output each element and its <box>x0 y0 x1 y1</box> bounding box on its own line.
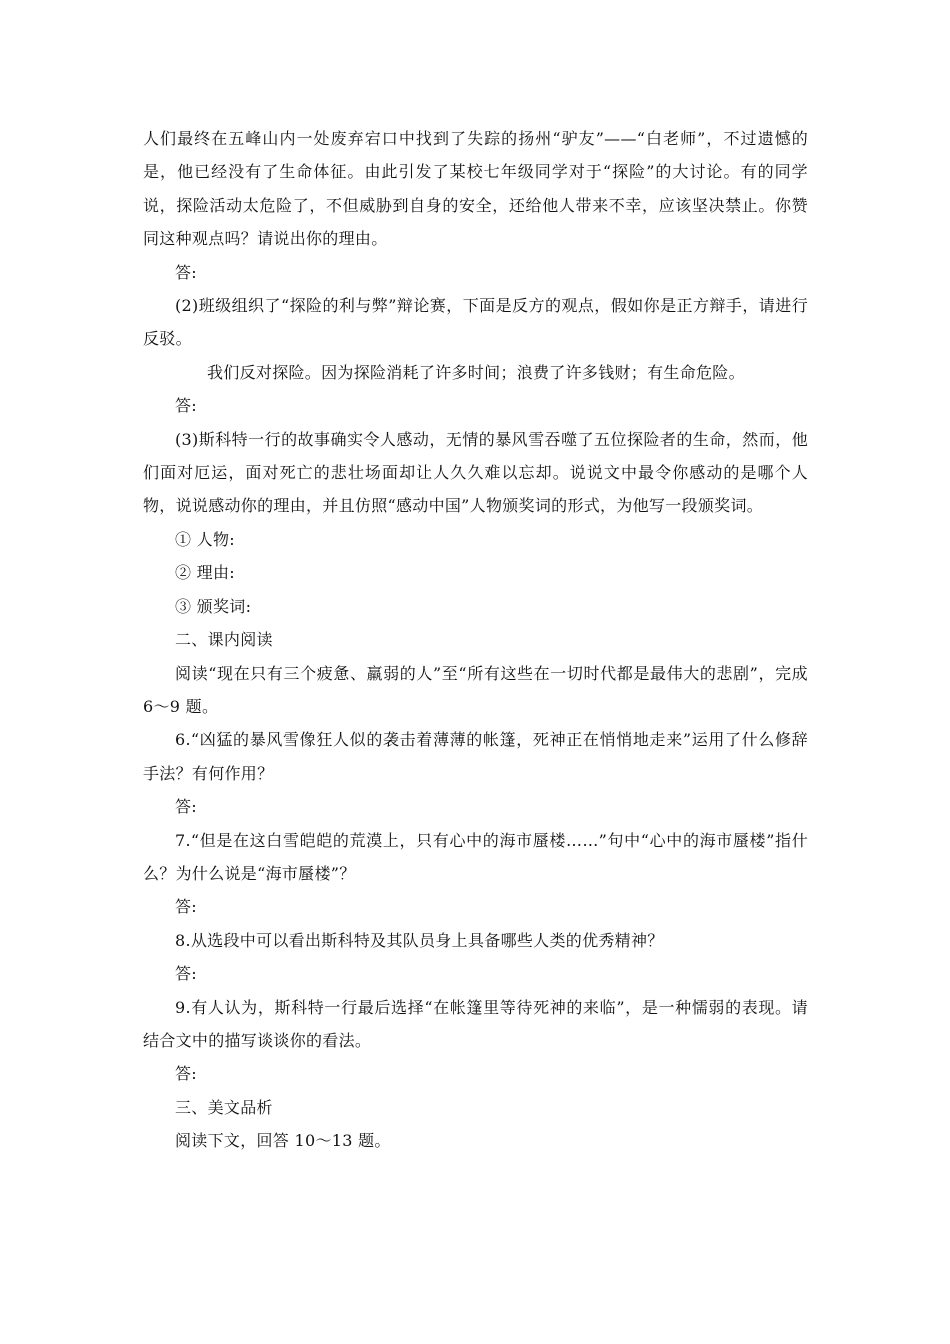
question-3: (3)斯科特一行的故事确实令人感动，无情的暴风雪吞噬了五位探险者的生命，然而，他们面对厄运，面对死亡的悲壮场面却让人久久难以忘却。说说文中最令你感动的是哪个人物，说说感动你的理由，并且仿照“感动中国”人物颁奖词的形式，为他写一段颁奖词。 <box>143 429 808 516</box>
answer-line: 答: <box>175 1064 197 1084</box>
question-9: 9.有人认为，斯科特一行最后选择“在帐篷里等待死神的来临”，是一种懦弱的表现。请结合文中的描写谈谈你的看法。 <box>143 997 808 1050</box>
question-6: 6.“凶猛的暴风雪像狂人似的袭击着薄薄的帐篷，死神正在悄悄地走来”运用了什么修辞手法？有何作用？ <box>143 730 808 783</box>
document-body <box>143 122 808 1158</box>
answer-line: 答: <box>175 262 197 282</box>
question-2: (2)班级组织了“探险的利与弊”辩论赛，下面是反方的观点，假如你是正方辩手，请进行反驳。 <box>143 296 808 349</box>
question-8: 8.从选段中可以看出斯科特及其队员身上具备哪些人类的优秀精神？ <box>175 930 664 950</box>
section-heading-2: 二、课内阅读 <box>175 630 273 650</box>
reading-instruction: 阅读“现在只有三个疲惫、羸弱的人”至“所有这些在一切时代都是最伟大的悲剧”，完成 6～9 题。 <box>143 663 808 716</box>
answer-line: 答: <box>175 897 197 917</box>
answer-line: 答: <box>175 396 197 416</box>
item-award-speech: ③ 颁奖词: <box>175 596 252 616</box>
item-person: ① 人物: <box>175 529 235 549</box>
opposing-view: 我们反对探险。因为探险消耗了许多时间；浪费了许多钱财；有生命危险。 <box>207 362 745 382</box>
answer-line: 答: <box>175 964 197 984</box>
item-reason: ② 理由: <box>175 563 235 583</box>
section-heading-3: 三、美文品析 <box>175 1097 273 1117</box>
paragraph-intro: 人们最终在五峰山内一处废弃宕口中找到了失踪的扬州“驴友”——“白老师”，不过遗憾的是，他已经没有了生命体征。由此引发了某校七年级同学对于“探险”的大讨论。有的同学说，探险活动太危险了，不但威胁到自身的安全，还给他人带来不幸，应该坚决禁止。你赞同这种观点吗？请说出你的理由。 <box>143 129 808 249</box>
answer-line: 答: <box>175 797 197 817</box>
question-7: 7.“但是在这白雪皑皑的荒漠上，只有心中的海市蜃楼……”句中“心中的海市蜃楼”指什么？为什么说是“海市蜃楼”？ <box>143 830 808 883</box>
reading-instruction-2: 阅读下文，回答 10～13 题。 <box>175 1131 391 1151</box>
